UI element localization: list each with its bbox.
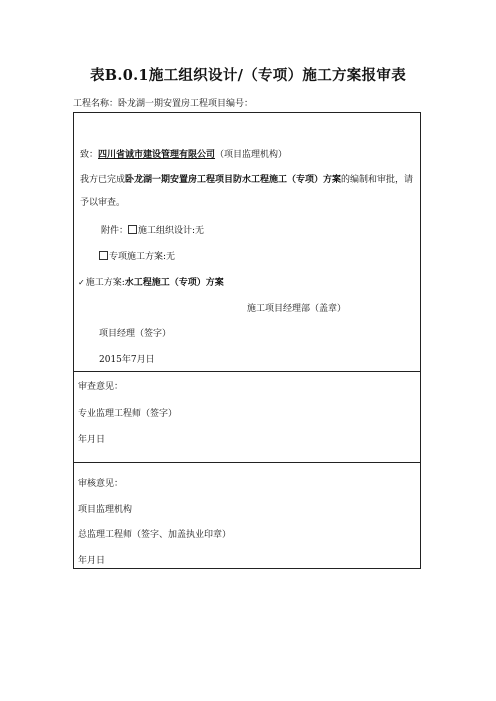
statement-suffix: 的编制和审批，请 bbox=[341, 175, 414, 185]
supervision-org: 项目监理机构 bbox=[78, 505, 133, 515]
form-title: 表B.0.1施工组织设计/（专项）施工方案报审表 bbox=[89, 67, 407, 84]
approval-section bbox=[74, 463, 420, 568]
recipient-line bbox=[80, 147, 287, 160]
project-name-line: 工程名称：卧龙湖一期安置房工程项目编号： bbox=[73, 99, 254, 109]
statement-line-2: 予以审查。 bbox=[80, 198, 126, 208]
review-opinion-label: 审查意见： bbox=[78, 382, 124, 392]
recipient-name: 四川省诚市建设管理有限公司 bbox=[98, 150, 216, 160]
contractor-dept-seal: 施工项目经理部（盖章） bbox=[247, 304, 347, 314]
attachment-label: 附件： bbox=[101, 226, 129, 236]
attachment-1 bbox=[101, 223, 204, 236]
project-manager-signature: 项目经理（签字） bbox=[99, 329, 172, 339]
specialist-engineer-signature: 专业监理工程师（签字） bbox=[78, 409, 178, 419]
chief-engineer-signature: 总监理工程师（签字、加盖执业印章） bbox=[78, 530, 232, 540]
attachment-2-text: 专项施工方案:无 bbox=[109, 252, 176, 262]
recipient-prefix: 致： bbox=[80, 150, 99, 160]
checkbox-special-scheme[interactable] bbox=[99, 251, 108, 260]
statement-line-1 bbox=[80, 172, 413, 185]
scheme-value: 水工程施工（专项）方案 bbox=[124, 278, 224, 288]
review-form-table bbox=[73, 112, 421, 569]
attachment-2 bbox=[99, 249, 175, 262]
scheme-label: 施工方案: bbox=[85, 278, 125, 288]
submission-section bbox=[74, 113, 420, 372]
attachment-1-text: 施工组织设计:无 bbox=[138, 226, 205, 236]
statement-project: 卧龙湖一期安置房工程项目防水工程施工（专项）方案 bbox=[125, 175, 342, 185]
approval-date: 年月日 bbox=[78, 556, 106, 566]
statement-prefix: 我方已完成 bbox=[80, 175, 126, 185]
checkbox-construction-scheme[interactable]: ✓ bbox=[78, 278, 85, 287]
approval-opinion-label: 审核意见： bbox=[78, 479, 124, 489]
recipient-suffix: （项目监理机构） bbox=[215, 150, 288, 160]
review-section bbox=[74, 372, 420, 463]
attachment-3 bbox=[78, 275, 224, 288]
submission-date: 2015年7月日 bbox=[99, 355, 155, 365]
review-date: 年月日 bbox=[78, 435, 106, 445]
checkbox-organization-design[interactable] bbox=[128, 225, 137, 234]
